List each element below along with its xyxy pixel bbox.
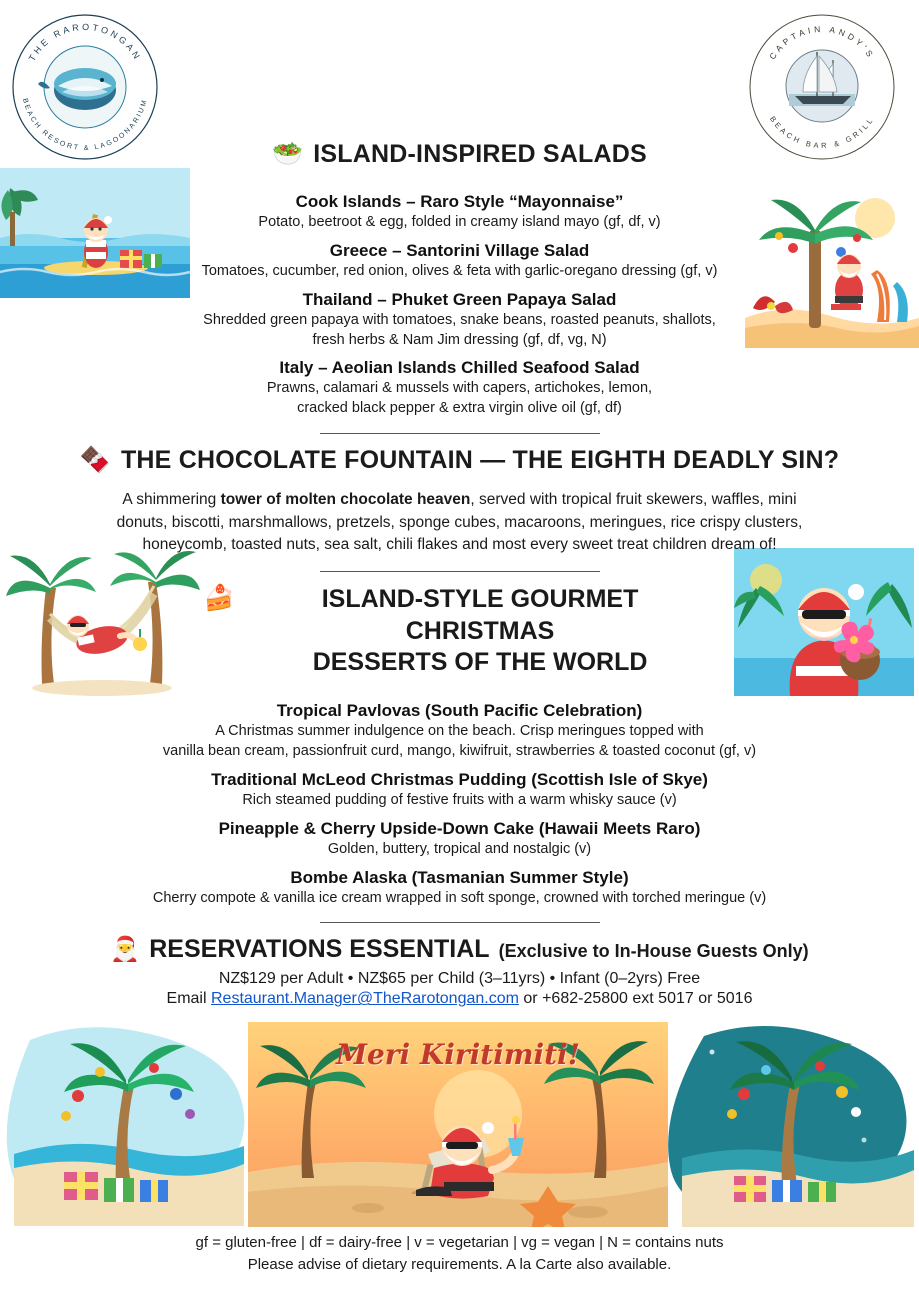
- reservations-subtitle: (Exclusive to In-House Guests Only): [498, 941, 809, 962]
- dessert-item-desc: A Christmas summer indulgence on the beach. Crisp meringues topped with: [215, 723, 704, 740]
- dietary-legend: gf = gluten-free | df = dairy-free | v = vegetarian | vg = vegan | N = contains nuts: [195, 1234, 724, 1251]
- section-divider: [320, 570, 600, 572]
- chocolate-fountain-body: [115, 489, 805, 556]
- desserts-heading: [0, 584, 919, 678]
- dessert-item-desc: Rich steamed pudding of festive fruits with a warm whisky sauce (v): [242, 791, 677, 808]
- dessert-item-name: Traditional McLeod Christmas Pudding (Scottish Isle of Skye): [211, 769, 708, 789]
- svg-text:BEACH BAR & GRILL: BEACH BAR & GRILL: [767, 114, 877, 151]
- salad-item-name: Cook Islands – Raro Style “Mayonnaise”: [295, 192, 624, 211]
- salad-item-desc: Prawns, calamari & mussels with capers, artichokes, lemon,: [266, 380, 653, 397]
- dessert-item-desc: Golden, buttery, tropical and nostalgic (v): [327, 840, 592, 857]
- fountain-text-end: , served with tropical fruit skewers, waffles, mini donuts, biscotti, marshmallows, pretzels, sponge cubes, macaroons, meringues, rice crispy clusters, honeycomb, toasted nuts, sea salt, chili flakes and most every sweet treat children dream of!: [116, 491, 803, 553]
- santa-icon: 🎅: [110, 936, 141, 964]
- greeting-text: Meri Kiritimiti!: [335, 1038, 580, 1071]
- fountain-text-start: A shimmering: [122, 491, 221, 509]
- christmas-palm-left-illustration: [4, 1022, 254, 1227]
- reservations-heading: [0, 935, 919, 964]
- dessert-item-desc: vanilla bean cream, passionfruit curd, mango, kiwifruit, strawberries & toasted coconut (gf, v): [162, 743, 757, 760]
- salad-item-name: Greece – Santorini Village Salad: [329, 240, 590, 260]
- dessert-item-name: Tropical Pavlovas (South Pacific Celebration): [276, 701, 643, 721]
- email-link[interactable]: Restaurant.Manager@TheRarotongan.com: [210, 990, 519, 1008]
- salad-item-desc: Shredded green papaya with tomatoes, snake beans, roasted peanuts, shallots,: [203, 311, 716, 328]
- bottom-banner: [0, 1022, 919, 1242]
- desserts-title-line2: DESSERTS OF THE WORLD: [312, 647, 648, 676]
- dessert-item-name: Pineapple & Cherry Upside-Down Cake (Hawaii Meets Raro): [218, 818, 701, 838]
- salad-item-desc: Potato, beetroot & egg, folded in creamy island mayo (gf, df, v): [258, 214, 661, 230]
- salad-icon: 🥗: [272, 140, 304, 168]
- cake-icon: 🍰: [203, 584, 236, 613]
- salad-item-name: Italy – Aeolian Islands Chilled Seafood Salad: [279, 358, 640, 378]
- svg-text:CAPTAIN ANDY'S: CAPTAIN ANDY'S: [767, 23, 877, 62]
- dessert-item-name: Bombe Alaska (Tasmanian Summer Style): [290, 867, 629, 887]
- chocolate-fountain-heading: [0, 446, 919, 475]
- section-divider: [320, 921, 600, 923]
- section-divider: [320, 432, 600, 434]
- svg-text:THE RAROTONGAN: THE RAROTONGAN: [26, 21, 144, 63]
- reservations-pricing: NZ$129 per Adult • NZ$65 per Child (3–11yrs) • Infant (0–2yrs) Free: [218, 970, 701, 988]
- dessert-item-desc: Cherry compote & vanilla ice cream wrapped in soft sponge, crowned with torched meringue (v): [152, 889, 767, 906]
- salads-heading: [0, 140, 919, 169]
- reservations-title: RESERVATIONS ESSENTIAL: [149, 935, 490, 964]
- salad-item-name: Thailand – Phuket Green Papaya Salad: [302, 289, 617, 309]
- salad-item-desc: cracked black pepper & extra virgin olive oil (gf, df): [297, 400, 622, 417]
- email-prefix: Email: [166, 990, 211, 1008]
- reservations-contact: [0, 990, 919, 1008]
- chocolate-fountain-title: THE CHOCOLATE FOUNTAIN — THE EIGHTH DEADLY SIN?: [120, 446, 840, 475]
- dietary-note: Please advise of dietary requirements. A la Carte also available.: [247, 1255, 672, 1273]
- fountain-text-bold: tower of molten chocolate heaven: [220, 491, 471, 509]
- salad-item-desc: Tomatoes, cucumber, red onion, olives & feta with garlic-oregano dressing (gf, v): [201, 262, 718, 279]
- svg-text:BEACH RESORT & LAGOONARIUM: BEACH RESORT & LAGOONARIUM: [21, 97, 149, 153]
- christmas-palm-right-illustration: [668, 1022, 918, 1227]
- salads-title: ISLAND-INSPIRED SALADS: [313, 140, 647, 168]
- footer-legend: [0, 1232, 919, 1276]
- desserts-title-line1: ISLAND-STYLE GOURMET CHRISTMAS: [321, 585, 639, 645]
- chocolate-icon: 🍫: [79, 446, 111, 475]
- salad-item-desc: fresh herbs & Nam Jim dressing (gf, df, vg, N): [312, 331, 607, 348]
- phone-text: or +682-25800 ext 5017 or 5016: [518, 990, 753, 1008]
